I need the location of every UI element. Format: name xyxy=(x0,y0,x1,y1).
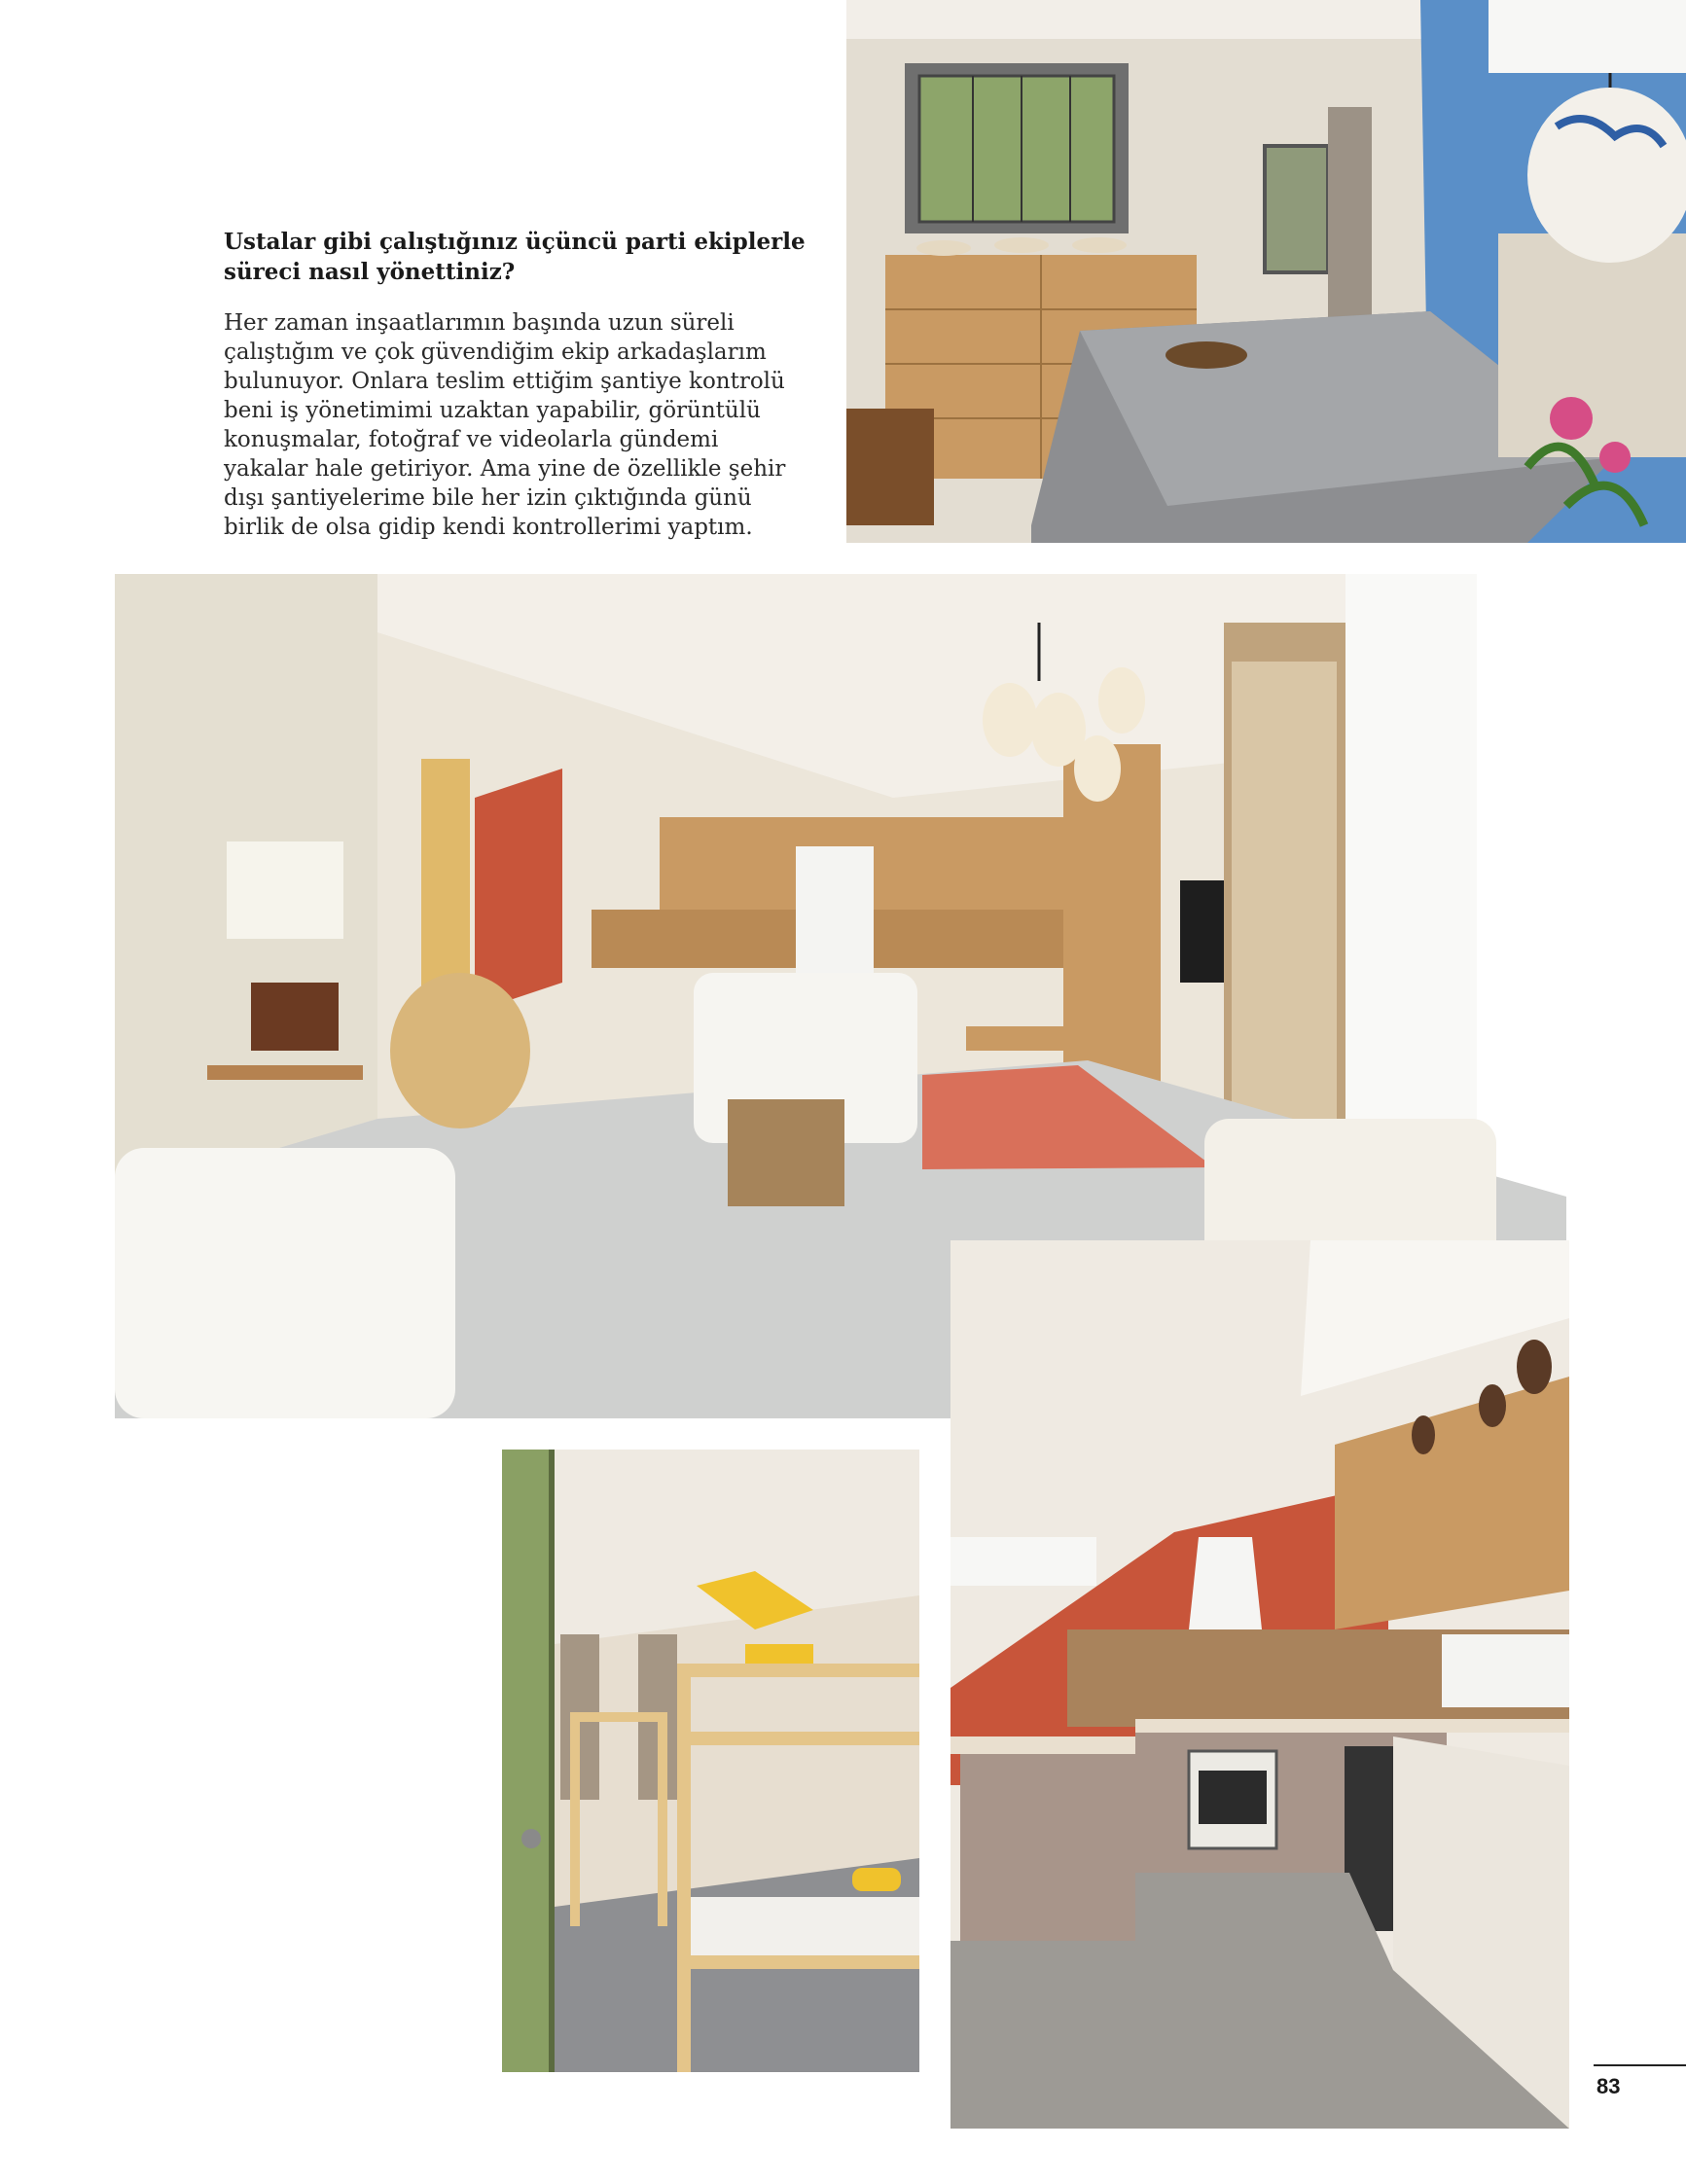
bunk-bed-room-photo xyxy=(502,1450,919,2072)
bedroom-photo xyxy=(846,0,1686,543)
interview-answer: Her zaman inşaatlarımın başında uzun süreli çalıştığım ve çok güvendiğim ekip arkadaşlarım bulunuyor. Onlara teslim ettiğim şantiye kontrolü beni iş yönetimimi uzaktan yapabilir, görüntülü konuşmalar, fotoğraf ve videolarla gündemi yakalar hale getiriyor. Ama yine de özellikle şehir dışı şantiyelerime bile her izin çıktığında günü birlik de olsa gidip kendi kontrollerimi yaptım. xyxy=(224,310,786,540)
interview-question: Ustalar gibi çalıştığınız üçüncü parti ekiplerle süreci nasıl yönettiniz? xyxy=(224,229,806,285)
page-number-rule xyxy=(1594,2064,1686,2066)
page-number: 83 xyxy=(1596,2074,1621,2098)
kitchen-photo xyxy=(951,1240,1569,2129)
